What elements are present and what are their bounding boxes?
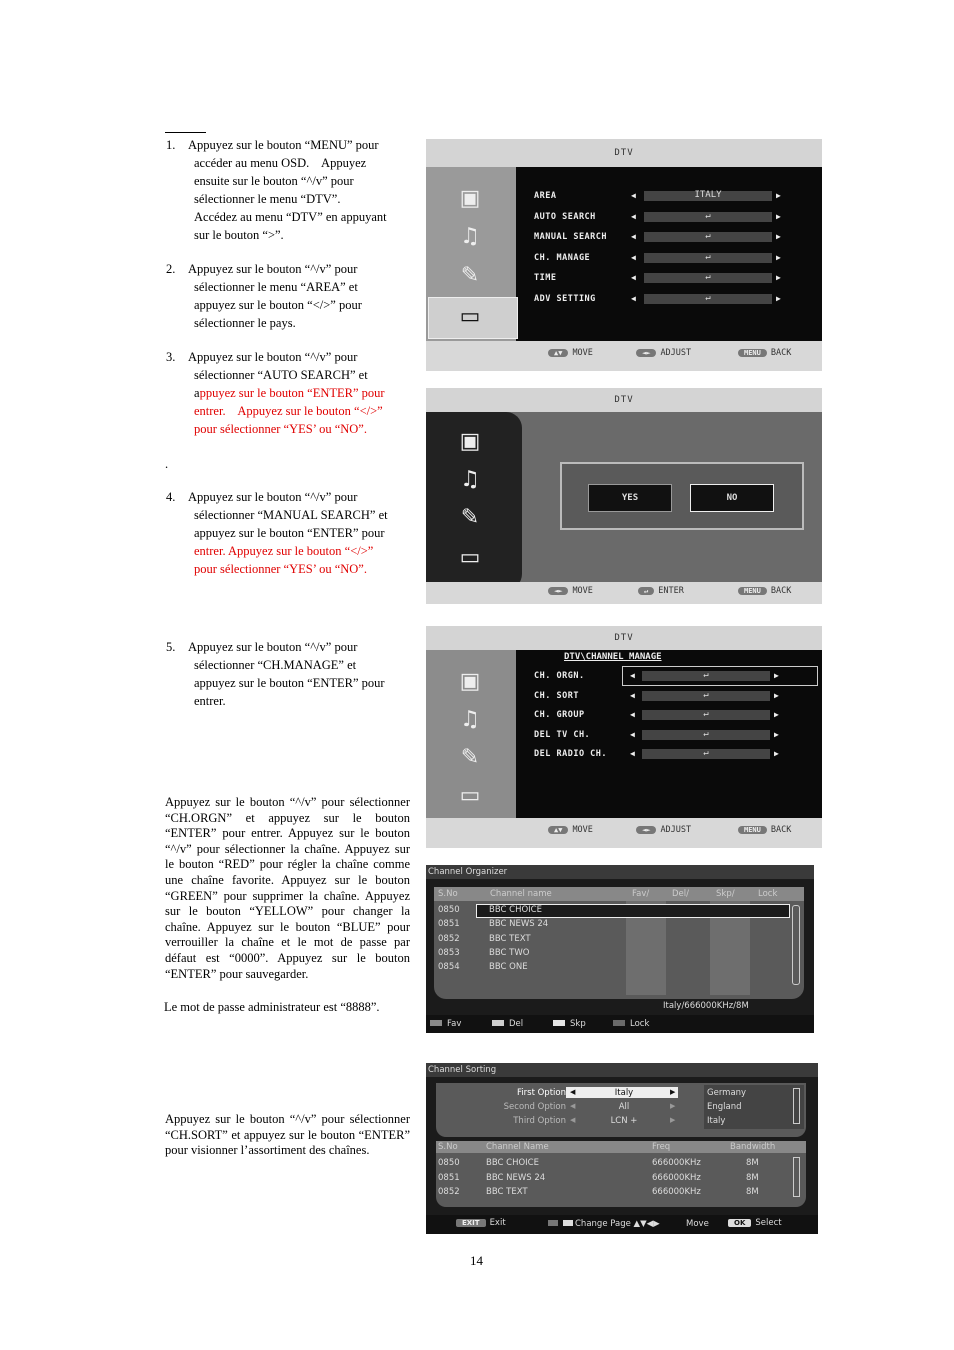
channel-name[interactable]: BBC TEXT: [486, 1187, 528, 1197]
organizer-table: S.No Channel name Fav/ Del/ Skp/ Lock 0850 BBC CHOICE 0851 BBC NEWS 24 0852 BBC TEXT 0853 BBC TWO 0854 BBC ONE Italy/666000KHz/8M: [434, 887, 804, 999]
arrow-left-icon[interactable]: ◀: [631, 252, 636, 262]
channel-bandwidth: 8M: [746, 1187, 759, 1197]
osd3-row-label[interactable]: CH. SORT: [534, 690, 579, 701]
skp-swatch: [553, 1020, 565, 1026]
arrow-right-icon[interactable]: ▶: [774, 710, 779, 719]
osd1-row-value: ↵: [705, 210, 711, 221]
channel-sorting: [426, 1063, 818, 1234]
arrow-right-icon[interactable]: ▶: [774, 690, 779, 700]
arrow-right-icon[interactable]: ▶: [774, 729, 779, 739]
ch-orgn-paragraph: Appuyez sur le bouton “^/v” pour sélectionner “CH.ORGN” et appuyez sur le bouton “ENTER” pour entrer. Appuyez sur le bouton “^/v” pour sélectionner la chaîne. Appuyez sur le bouton “RED” pour régler la chaîne comme une chaîne favorite. Appuyez sur le bouton “GREEN” pour supprimer la chaîne. Appuyez sur le bouton “YELLOW” pour changer la chaîne. Appuyez sur le bouton “BLUE” pour verrouiller la chaîne et le mot de passe par défaut est “0000”. Appuyez sur le bouton “ENTER” pour sauvegarder.: [165, 795, 410, 981]
channel-number: 0851: [438, 1172, 460, 1183]
sort-option-label: Third Option: [513, 1116, 566, 1126]
sorting-title: Channel Sorting: [426, 1063, 818, 1077]
arrow-left-icon[interactable]: ◀: [631, 232, 636, 241]
osd-body: [426, 167, 822, 341]
osd3-row-value: ↵: [703, 689, 709, 700]
osd3-row-value: ↵: [703, 728, 709, 739]
sort-table: S.No Channel Name Freq Bandwidth 0850 BBC CHOICE 666000KHz 8M 0851 BBC NEWS 24 666000KHz 8M 0852 BBC TEXT 666000KHz 8M: [436, 1141, 806, 1207]
channel-number: 0852: [438, 1187, 460, 1197]
arrow-left-icon[interactable]: ◀: [631, 293, 636, 303]
arrow-right-icon[interactable]: ▶: [776, 232, 781, 241]
arrow-left-icon[interactable]: ◀: [570, 1102, 576, 1110]
osd-title-bar: DTV: [426, 626, 822, 650]
osd1-row-value: ↵: [705, 272, 711, 282]
admin-password-note: Le mot de passe administrateur est “8888”.: [164, 1000, 380, 1014]
osd1-row-label[interactable]: MANUAL SEARCH: [534, 232, 608, 242]
arrow-right-icon[interactable]: ▶: [670, 1088, 676, 1096]
arrow-left-icon[interactable]: ◀: [631, 191, 636, 200]
step-3: 3. Appuyez sur le bouton “^/v” pour sélectionner “AUTO SEARCH” et appuyez sur le bouton “ENTER” pour entrer. Appuyez sur le bouton “</>” pour sélectionner “YES’ ou “NO”.: [166, 350, 385, 436]
arrow-right-icon[interactable]: ▶: [776, 211, 781, 221]
arrow-right-icon[interactable]: ▶: [774, 671, 779, 680]
channel-frequency: 666000KHz: [652, 1172, 701, 1183]
arrow-left-icon[interactable]: ◀: [630, 710, 635, 719]
osd-body: [426, 412, 822, 590]
arrow-left-icon[interactable]: ◀: [630, 690, 635, 700]
sort-option-value[interactable]: Italy: [614, 1088, 634, 1098]
osd-title-bar: DTV: [426, 388, 822, 412]
osd3-row-label[interactable]: CH. GROUP: [534, 710, 585, 720]
osd-sidebar: [426, 167, 516, 341]
sorting-footer: EXIT Exit Change Page ▲▼◀▶ Move OK Select: [426, 1215, 818, 1234]
sort-option-label: Second Option: [503, 1102, 566, 1112]
osd3-row-value: ↵: [703, 709, 709, 719]
osd-channel-manage: [426, 626, 822, 848]
osd3-row-label[interactable]: DEL RADIO CH.: [534, 749, 608, 759]
channel-number: 0854: [438, 962, 460, 973]
music-icon: ♫: [460, 224, 480, 249]
osd1-row-label[interactable]: TIME: [534, 273, 557, 283]
osd3-row-value: ↵: [703, 670, 709, 680]
organizer-title: Channel Organizer: [426, 865, 814, 879]
arrow-right-icon[interactable]: ▶: [776, 252, 781, 262]
arrow-left-icon[interactable]: ◀: [630, 671, 635, 680]
gray-swatch: [548, 1220, 558, 1226]
osd3-row-value: ↵: [703, 748, 709, 758]
stray-dot: .: [165, 457, 169, 471]
arrow-right-icon[interactable]: ▶: [776, 273, 781, 282]
white-swatch: [563, 1220, 573, 1226]
channel-name[interactable]: BBC NEWS 24: [486, 1172, 546, 1183]
lock-swatch: [613, 1020, 625, 1026]
osd1-row-value: ↵: [705, 251, 711, 262]
channel-number: 0851: [438, 919, 460, 930]
channel-number: 0853: [438, 947, 460, 958]
arrow-left-icon[interactable]: ◀: [631, 273, 636, 282]
fav-swatch: [430, 1020, 442, 1026]
arrow-right-icon[interactable]: ▶: [776, 293, 781, 303]
channel-number: 0850: [438, 1158, 460, 1168]
arrow-left-icon[interactable]: ◀: [631, 211, 636, 221]
channel-number: 0850: [438, 905, 460, 915]
sort-option-value[interactable]: LCN +: [610, 1116, 638, 1126]
top-rule: [165, 132, 206, 133]
channel-bandwidth: 8M: [746, 1172, 759, 1183]
arrow-right-icon[interactable]: ▶: [774, 749, 779, 758]
tv-icon: ▭: [459, 783, 481, 808]
osd-sidebar: [426, 650, 516, 818]
step-5: 5. Appuyez sur le bouton “^/v” pour sélectionner “CH.MANAGE” et appuyez sur le bouton “ENTER” pour entrer.: [166, 640, 385, 708]
osd-hint-bar: ◄► MOVE ↵ ENTER MENU BACK: [426, 582, 822, 604]
organizer-legend: [426, 1015, 814, 1033]
osd-body: [426, 650, 822, 818]
osd1-row-label[interactable]: AUTO SEARCH: [534, 211, 596, 222]
sort-scrollbar[interactable]: [793, 1157, 800, 1197]
arrow-left-icon[interactable]: ◀: [630, 729, 635, 739]
no-button[interactable]: NO: [690, 484, 774, 512]
del-swatch: [492, 1020, 504, 1026]
osd3-row-label[interactable]: DEL TV CH.: [534, 729, 591, 740]
osd-hint-bar: ▲▼ MOVE ◄► ADJUST MENU BACK: [426, 818, 822, 848]
channel-frequency: 666000KHz: [652, 1187, 701, 1197]
settings-icon: ✎: [460, 745, 480, 770]
arrow-left-icon[interactable]: ◀: [570, 1116, 576, 1124]
osd3-row-label[interactable]: CH. ORGN.: [534, 671, 585, 681]
music-icon: ♫: [460, 707, 480, 732]
music-icon: ♫: [460, 467, 480, 492]
osd-confirm-dialog: [426, 388, 822, 604]
legend-lock: Lock: [613, 1019, 649, 1029]
page-number: 14: [470, 1253, 483, 1268]
osd-hint-bar: ▲▼ MOVE ◄► ADJUST MENU BACK: [426, 341, 822, 371]
legend-del: Del: [492, 1019, 523, 1029]
exit-key[interactable]: EXIT Exit: [456, 1218, 506, 1228]
arrow-keys-icon: ▲▼◀▶: [630, 1219, 660, 1229]
osd1-row-value: ↵: [705, 231, 711, 241]
step-2: 2. Appuyez sur le bouton “^/v” pour sélectionner le menu “AREA” et appuyez sur le bouton “</>” pour sélectionner le pays.: [166, 262, 362, 330]
channel-organizer: [426, 865, 814, 1033]
arrow-left-icon[interactable]: ◀: [570, 1088, 576, 1096]
change-page-hint: Change Page ▲▼◀▶: [548, 1219, 660, 1229]
channel-frequency: 666000KHz: [652, 1158, 701, 1168]
settings-icon: ✎: [460, 263, 480, 288]
osd1-row-label[interactable]: AREA: [534, 191, 557, 201]
settings-icon: ✎: [460, 505, 480, 530]
osd1-row-value: ITALY: [694, 190, 722, 200]
channel-name[interactable]: BBC CHOICE: [489, 905, 542, 915]
ok-key[interactable]: OK Select: [728, 1218, 782, 1228]
channel-bandwidth: 8M: [746, 1158, 759, 1168]
channel-name[interactable]: BBC TEXT: [489, 933, 531, 944]
picture-icon: ▣: [459, 429, 481, 454]
legend-fav: Fav: [430, 1019, 461, 1029]
channel-number: 0852: [438, 933, 460, 944]
yes-button[interactable]: YES: [588, 484, 672, 512]
picture-icon: ▣: [459, 669, 481, 694]
osd-title-bar: DTV: [426, 139, 822, 167]
arrow-right-icon[interactable]: ▶: [670, 1102, 676, 1110]
channel-name[interactable]: BBC CHOICE: [486, 1158, 539, 1168]
ch-sort-paragraph: Appuyez sur le bouton “^/v” pour sélectionner “CH.SORT” et appuyez sur le bouton “ENTER” pour visionner l’assortiment des chaînes.: [165, 1112, 410, 1158]
organizer-scrollbar[interactable]: [792, 905, 800, 985]
step-1: 1. Appuyez sur le bouton “MENU” pour accéder au menu OSD. Appuyez ensuite sur le bouton “^/v” pour sélectionner le menu “DTV”. Accédez au menu “DTV” en appuyant sur le bouton “>”.: [166, 138, 387, 242]
tv-icon: ▭: [459, 304, 481, 329]
arrow-left-icon[interactable]: ◀: [630, 749, 635, 758]
osd-dtv-menu: [426, 139, 822, 371]
tv-icon: ▭: [459, 545, 481, 570]
channel-name[interactable]: BBC ONE: [489, 962, 528, 973]
confirm-box: [560, 462, 804, 530]
osd1-row-label[interactable]: ADV SETTING: [534, 293, 596, 304]
legend-skp: Skp: [553, 1019, 586, 1029]
sort-options-panel: First Option ◀ Italy ▶ Second Option ◀ All ▶ Third Option ◀ LCN + ▶ Germany England Italy: [436, 1083, 806, 1137]
step-4: 4. Appuyez sur le bouton “^/v” pour sélectionner “MANUAL SEARCH” et appuyez sur le bouton “ENTER” pour entrer. Appuyez sur le bouton “</>” pour sélectionner “YES’ ou “NO”.: [166, 490, 388, 576]
country-scrollbar[interactable]: [793, 1088, 800, 1124]
osd1-row-value: ↵: [705, 292, 711, 303]
arrow-right-icon[interactable]: ▶: [776, 191, 781, 200]
channel-name[interactable]: BBC TWO: [489, 947, 530, 958]
channel-manage-subtitle: DTV\CHANNEL MANAGE: [564, 652, 662, 662]
arrow-right-icon[interactable]: ▶: [670, 1116, 676, 1124]
picture-icon: ▣: [459, 186, 481, 211]
organizer-status: Italy/666000KHz/8M: [663, 1001, 749, 1011]
channel-name[interactable]: BBC NEWS 24: [489, 919, 549, 930]
sort-option-label: First Option: [517, 1088, 566, 1098]
osd1-row-label[interactable]: CH. MANAGE: [534, 252, 591, 263]
sort-option-value[interactable]: All: [618, 1102, 630, 1112]
